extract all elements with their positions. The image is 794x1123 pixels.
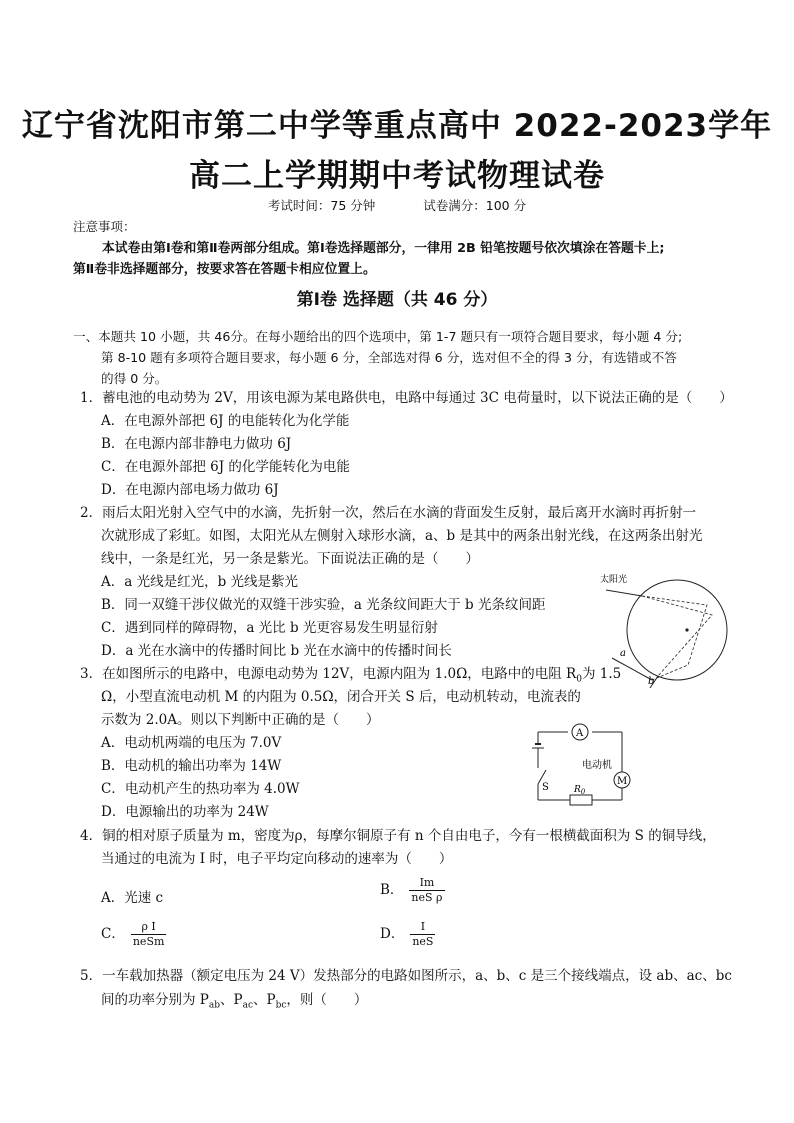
q2-stem-line1: 2．雨后太阳光射入空气中的水滴，先折射一次，然后在水滴的背面发生反射，最后离开水滴时再折射一: [80, 505, 697, 521]
notes-heading: 注意事项：: [73, 219, 136, 234]
exam-meta: [0, 196, 794, 214]
q3-option-a: A．电动机两端的电压为 7.0V: [101, 735, 282, 751]
q2-stem-line3: 线中，一条是红光，另一条是紫光。下面说法正确的是（ ）: [101, 551, 479, 567]
fig-motor-symbol: M: [617, 776, 628, 787]
q3-option-c: C．电动机产生的热功率为 4.0W: [101, 781, 300, 797]
fig-switch-label: S: [542, 782, 549, 793]
q5-stem-line1: 5．一车载加热器（额定电压为 24 V）发热部分的电路如图所示，a、b、c 是三个接线端点，设 ab、ac、bc: [80, 968, 732, 984]
q5-stem-line2: 间的功率分别为 $P_{ab}$、$P_{ac}$、$P_{bc}$，则（ ）: [101, 992, 368, 1011]
q4-stem-line2: 当通过的电流为 I 时，电子平均定向移动的速率为（ ）: [101, 851, 453, 867]
notes-line1: 本试卷由第Ⅰ卷和第Ⅱ卷两部分组成。第Ⅰ卷选择题部分，一律用 2B 铅笔按题号依次填涂在答题卡上;: [102, 241, 665, 256]
q1-option-d: D．在电源内部电场力做功 6J: [101, 482, 279, 498]
q1-option-a: A．在电源外部把 6J 的电能转化为化学能: [101, 413, 350, 429]
q2-option-d: D．a 光在水滴中的传播时间比 b 光在水滴中的传播时间长: [101, 643, 452, 659]
exam-score: 试卷满分：100 分: [423, 198, 527, 213]
fig-ray-b-label: b: [648, 676, 655, 687]
q1-option-b: B．在电源内部非静电力做功 6J: [101, 436, 292, 452]
q2-option-b: B．同一双缝干涉仪做光的双缝干涉实验，a 光条纹间距大于 b 光条纹间距: [101, 597, 546, 613]
q2-option-c: C．遇到同样的障碍物，a 光比 b 光更容易发生明显衍射: [101, 620, 438, 636]
q3-option-b: B．电动机的输出功率为 14W: [101, 758, 282, 774]
fig-ammeter-label: A: [576, 728, 584, 739]
section-title: 第Ⅰ卷 选择题（共 46 分）: [296, 290, 498, 310]
q4-option-a: A．光速 c: [101, 890, 164, 906]
q3-stem-line2: Ω，小型直流电动机 M 的内阻为 0.5Ω，闭合开关 S 后，电动机转动，电流表的: [101, 689, 581, 705]
instruction-line1: 一、本题共 10 小题，共 46分。在每小题给出的四个选项中，第 1-7 题只有一项符合题目要求，每小题 4 分;: [73, 329, 683, 344]
exam-title-line1: 辽宁省沈阳市第二中学等重点高中 2022-2023学年: [21, 108, 773, 144]
fig-ray-a-label: a: [620, 648, 626, 659]
q4-stem-line1: 4．铜的相对原子质量为 m，密度为ρ，每摩尔铜原子有 n 个自由电子，今有一根横截面积为 S 的铜导线，: [80, 828, 716, 844]
q4-option-c-fraction: $\frac{\text{ρ I}}{\text{neSm}}$: [132, 920, 165, 948]
q3-stem-line3: 示数为 2.0A。则以下判断中正确的是（ ）: [101, 712, 380, 728]
exam-time: 考试时间：75 分钟: [267, 198, 376, 213]
fig-resistor-label: $R_0$: [574, 785, 586, 796]
q1-option-c: C．在电源外部把 6J 的化学能转化为电能: [101, 459, 350, 475]
q4-option-b-fraction: $\frac{Im}{\text{neS ρ}}$: [411, 876, 443, 904]
exam-title-line2: 高二上学期期中考试物理试卷: [189, 158, 605, 194]
q2-option-a: A．a 光线是红光，b 光线是紫光: [101, 574, 299, 590]
q2-stem-line2: 次就形成了彩虹。如图，太阳光从左侧射入球形水滴，a、b 是其中的两条出射光线，在这两条出射光: [101, 528, 703, 544]
q3-stem-line1: 3．在如图所示的电路中，电源电动势为 12V，电源内阻为 1.0Ω，电路中的电阻 $R_0$为 1.5: [80, 666, 622, 685]
q4-option-d: D． $\frac{I}{\text{neS}}$: [380, 920, 434, 948]
q3-option-d: D．电源输出的功率为 24W: [101, 804, 269, 820]
q4-option-b: B． $\frac{Im}{\text{neS ρ}}$: [380, 876, 443, 904]
instruction-line3: 的得 0 分。: [101, 371, 168, 386]
q4-option-d-fraction: $\frac{I}{\text{neS}}$: [412, 920, 434, 948]
q1-stem: 1．蓄电池的电动势为 2V，用该电源为某电路供电，电路中每通过 3C 电荷量时，以下说法正确的是（ ）: [80, 390, 733, 406]
circuit-figure: [526, 720, 636, 810]
notes-line2: 第Ⅱ卷非选择题部分，按要求答在答题卡相应位置上。: [73, 262, 376, 277]
q4-option-c: C． $\frac{\text{ρ I}}{\text{neSm}}$: [101, 920, 165, 948]
fig-motor-label: 电动机: [582, 760, 612, 771]
instruction-line2: 第 8-10 题有多项符合题目要求，每小题 6 分，全部选对得 6 分，选对但不全的得 3 分，有选错或不答: [101, 350, 677, 365]
fig-sunlight-label: 太阳光: [600, 575, 628, 585]
